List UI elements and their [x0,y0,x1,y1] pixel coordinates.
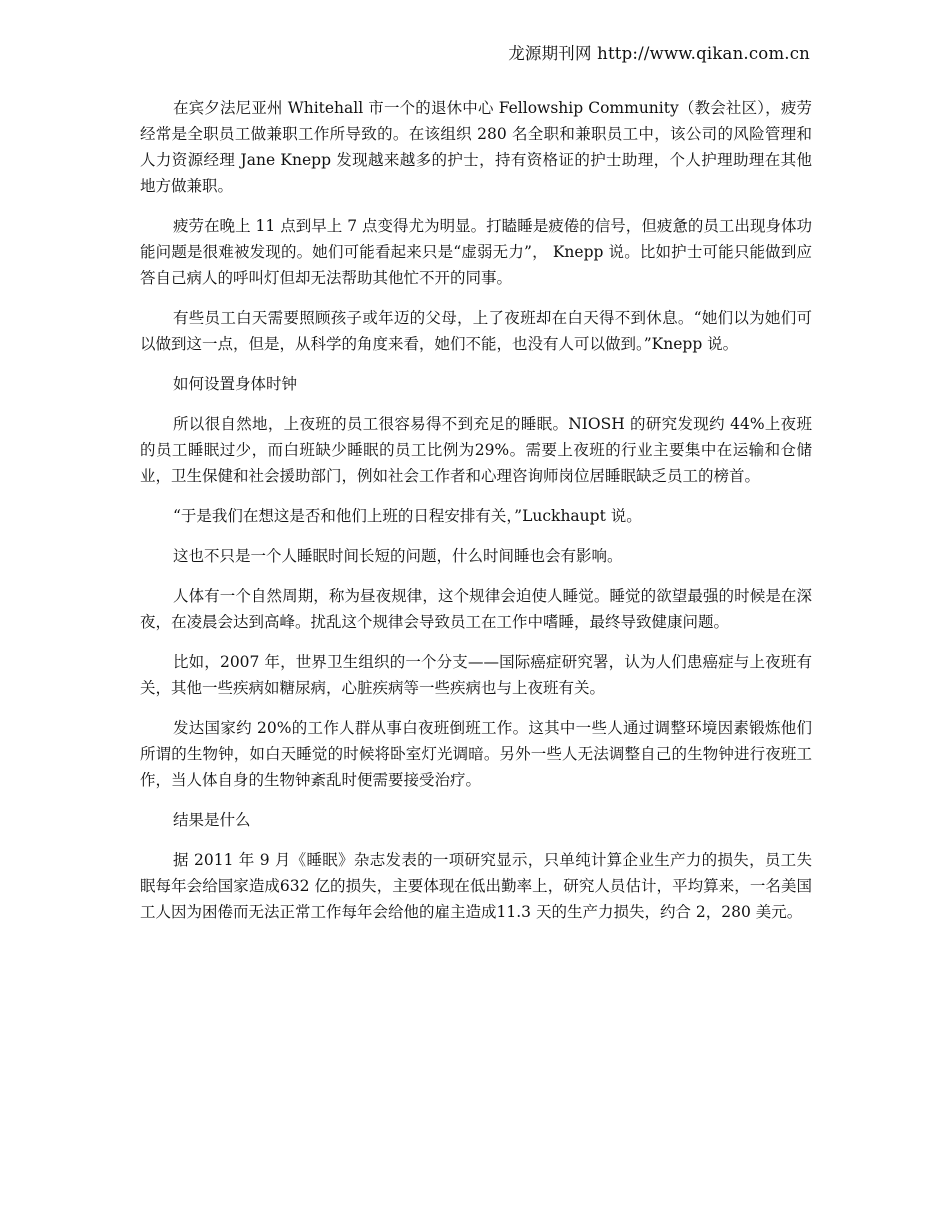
paragraph-10: 据 2011 年 9 月《睡眠》杂志发表的一项研究显示，只单纯计算企业生产力的损失，员工失眠每年会给国家造成632 亿的损失，主要体现在低出勤率上，研究人员估计，平均算来，一名美国工人因为困倦而无法正常工作每年会给他的雇主造成11.3 天的生产力损失，约合 2，280 美元。 [140,851,812,921]
paragraph-2: 疲劳在晚上 11 点到早上 7 点变得尤为明显。打瞌睡是疲倦的信号，但疲惫的员工出现身体功能问题是很难被发现的。她们可能看起来只是“虚弱无力”， Knepp 说。比如护士可能只能做到应答自己病人的呼叫灯但却无法帮助其他忙不开的同事。 [140,217,812,287]
paragraph-4: 所以很自然地，上夜班的员工很容易得不到充足的睡眠。NIOSH 的研究发现约 44%上夜班的员工睡眠过少，而白班缺少睡眠的员工比例为29%。需要上夜班的行业主要集中在运输和仓储业，卫生保健和社会援助部门，例如社会工作者和心理咨询师岗位居睡眠缺乏员工的榜首。 [140,415,812,485]
article-body [140,95,812,939]
paragraph-6: 这也不只是一个人睡眠时间长短的问题，什么时间睡也会有影响。 [173,547,623,565]
paragraph-3: 有些员工白天需要照顾孩子或年迈的父母，上了夜班却在白天得不到休息。“她们以为她们可以做到这一点，但是，从科学的角度来看，她们不能，也没有人可以做到。”Knepp 说。 [140,309,812,353]
paragraph-7: 人体有一个自然周期，称为昼夜规律，这个规律会迫使人睡觉。睡觉的欲望最强的时候是在深夜，在凌晨会达到高峰。扰乱这个规律会导致员工在工作中嗜睡，最终导致健康问题。 [140,587,812,631]
section-heading-results: 结果是什么 [173,811,251,829]
paragraph-8: 比如，2007 年，世界卫生组织的一个分支——国际癌症研究署，认为人们患癌症与上夜班有关，其他一些疾病如糖尿病，心脏疾病等一些疾病也与上夜班有关。 [140,653,812,697]
paragraph-1: 在宾夕法尼亚州 Whitehall 市一个的退休中心 Fellowship Community（教会社区），疲劳经常是全职员工做兼职工作所导致的。在该组织 280 名全职和兼职员工中，该公司的风险管理和人力资源经理 Jane Knepp 发现越来越多的护士，持有资格证的护士助理，个人护理助理在其他地方做兼职。 [140,99,812,195]
paragraph-5: “于是我们在想这是否和他们上班的日程安排有关，”Luckhaupt 说。 [173,507,642,525]
page-header: 龙源期刊网 http://www.qikan.com.cn [508,44,810,63]
section-heading-body-clock: 如何设置身体时钟 [173,375,298,393]
paragraph-9: 发达国家约 20%的工作人群从事白夜班倒班工作。这其中一些人通过调整环境因素锻炼他们所谓的生物钟，如白天睡觉的时候将卧室灯光调暗。另外一些人无法调整自己的生物钟进行夜班工作，当人体自身的生物钟紊乱时便需要接受治疗。 [140,719,812,789]
